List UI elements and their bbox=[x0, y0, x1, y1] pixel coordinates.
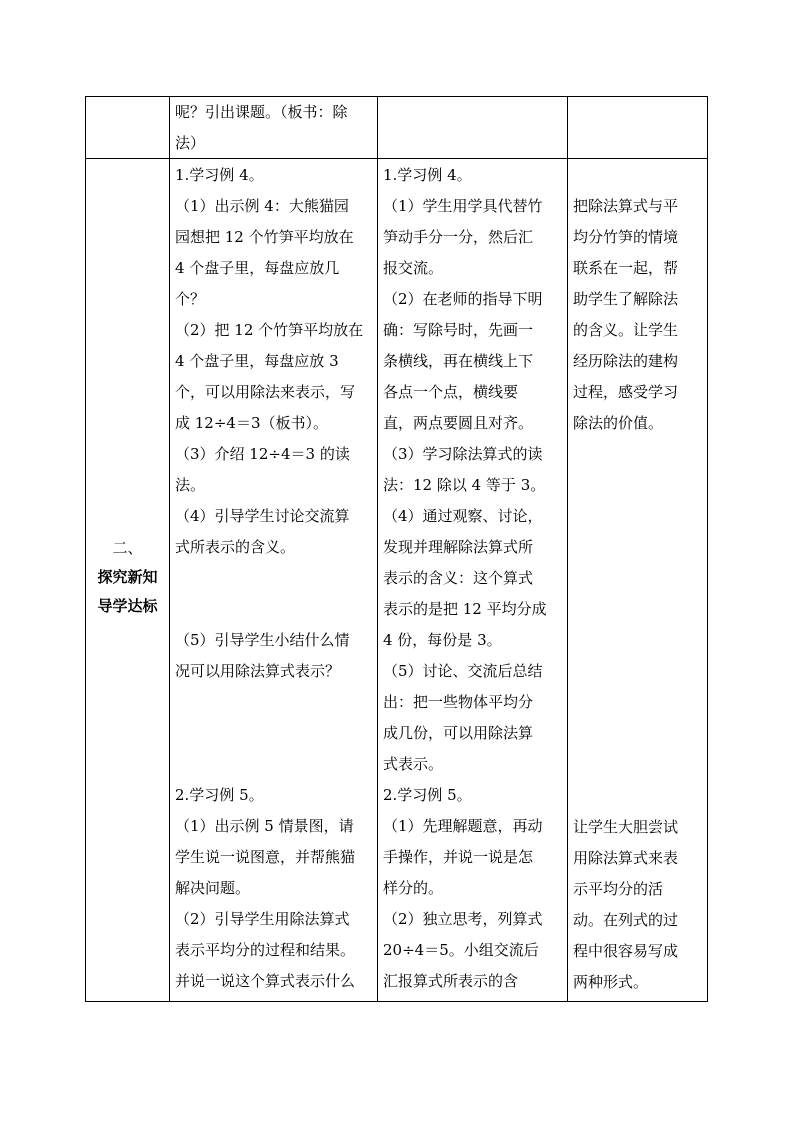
text-line: 表示平均分的过程和结果。 bbox=[175, 941, 356, 959]
text-line: 园想把 12 个竹笋平均放在 bbox=[175, 228, 354, 246]
text-line: 确：写除号时，先画一 bbox=[383, 321, 534, 339]
text-line: （2）把 12 个竹笋平均放在 bbox=[175, 321, 364, 339]
text-line: （2）独立思考，列算式 bbox=[383, 910, 543, 928]
text-line: 成几份，可以用除法算 bbox=[383, 724, 534, 742]
text-line: 学生说一说图意，并帮熊猫 bbox=[175, 848, 356, 866]
text-line: 法：12 除以 4 等于 3。 bbox=[383, 476, 546, 494]
text-line: 直，两点要圆且对齐。 bbox=[383, 414, 534, 432]
text-line: 笋动手分一分，然后汇 bbox=[383, 228, 534, 246]
text-line: 况可以用除法算式表示？ bbox=[175, 662, 341, 680]
text-line: 示平均分的活 bbox=[573, 880, 664, 898]
text-line: 式所表示的含义。 bbox=[175, 538, 296, 556]
top-row-teacher-cell bbox=[175, 97, 377, 159]
table-border-right bbox=[707, 96, 708, 1002]
text-line: 个？ bbox=[175, 290, 206, 308]
text-line: 2.学习例 5。 bbox=[383, 786, 472, 804]
design-intent-cell-2 bbox=[573, 812, 705, 998]
section-number: 二、 bbox=[112, 539, 143, 557]
text-line: 4 个盘子里，每盘应放几 bbox=[175, 259, 340, 277]
text-line: 用除法算式来表 bbox=[573, 849, 679, 867]
lesson-plan-table bbox=[85, 96, 708, 1002]
teacher-activities-cell bbox=[175, 160, 377, 997]
text-line: （4）通过观察、讨论， bbox=[383, 507, 543, 525]
text-line: 联系在一起，帮 bbox=[573, 259, 679, 277]
text-line: 两种形式。 bbox=[573, 973, 649, 991]
text-line: 条横线，再在横线上下 bbox=[383, 352, 534, 370]
text-line: 表示的含义：这个算式 bbox=[383, 569, 534, 587]
text-line: 程中很容易写成 bbox=[573, 942, 679, 960]
text-line: （5）引导学生小结什么情 bbox=[175, 631, 350, 649]
student-activities-cell bbox=[383, 160, 569, 997]
text-line: （1）出示例 5 情景图，请 bbox=[175, 817, 354, 835]
text-line: 均分竹笋的情境 bbox=[573, 228, 679, 246]
section-name-line: 导学达标 bbox=[97, 597, 158, 615]
text-line: 1.学习例 4。 bbox=[383, 166, 472, 184]
text-line: 手操作，并说一说是怎 bbox=[383, 848, 534, 866]
text-line: 表示的是把 12 平均分成 bbox=[383, 600, 547, 618]
text-line: 各点一个点，横线要 bbox=[383, 383, 519, 401]
text-line: 成 12÷4＝3（板书）。 bbox=[175, 414, 329, 432]
text-line: （1）学生用学具代替竹 bbox=[383, 197, 543, 215]
text-line: （4）引导学生讨论交流算 bbox=[175, 507, 350, 525]
text-line: 的含义。让学生 bbox=[573, 321, 679, 339]
text-line: 1.学习例 4。 bbox=[175, 166, 264, 184]
text-line: 经历除法的建构 bbox=[573, 352, 679, 370]
text-line: 法。 bbox=[175, 476, 206, 494]
section-label bbox=[85, 534, 170, 621]
text-line: 动。在列式的过 bbox=[573, 911, 679, 929]
text-line: 报交流。 bbox=[383, 259, 444, 277]
text-line: （2）在老师的指导下明 bbox=[383, 290, 543, 308]
text-line: 把除法算式与平 bbox=[573, 197, 679, 215]
text-line: 20÷4＝5。小组交流后 bbox=[383, 941, 539, 959]
text-line: （1）先理解题意，再动 bbox=[383, 817, 543, 835]
text-line: （1）出示例 4：大熊猫园 bbox=[175, 197, 349, 215]
text-line: （3）介绍 12÷4＝3 的读 bbox=[175, 445, 350, 463]
text-line: 呢？引出课题。（板书：除 bbox=[175, 103, 348, 121]
text-line: 汇报算式所表示的含 bbox=[383, 972, 519, 990]
text-line: 助学生了解除法 bbox=[573, 290, 679, 308]
text-line: 发现并理解除法算式所 bbox=[383, 538, 534, 556]
section-name-line: 探究新知 bbox=[97, 568, 158, 586]
text-line: 解决问题。 bbox=[175, 879, 251, 897]
text-line: 并说一说这个算式表示什么 bbox=[175, 972, 356, 990]
text-line: （2）引导学生用除法算式 bbox=[175, 910, 350, 928]
text-line: 2.学习例 5。 bbox=[175, 786, 264, 804]
text-line: 4 个盘子里，每盘应放 3 bbox=[175, 352, 339, 370]
text-line: 式表示。 bbox=[383, 755, 444, 773]
text-line: 个，可以用除法来表示，写 bbox=[175, 383, 356, 401]
text-line: （3）学习除法算式的读 bbox=[383, 445, 543, 463]
text-line: 让学生大胆尝试 bbox=[573, 818, 679, 836]
text-line: 法） bbox=[175, 134, 206, 152]
text-line: 过程，感受学习 bbox=[573, 383, 679, 401]
text-line: 除法的价值。 bbox=[573, 414, 664, 432]
design-intent-cell bbox=[573, 191, 705, 439]
text-line: 出：把一些物体平均分 bbox=[383, 693, 534, 711]
text-line: 样分的。 bbox=[383, 879, 444, 897]
text-line: 4 份，每份是 3。 bbox=[383, 631, 502, 649]
column-divider-2 bbox=[377, 96, 378, 1002]
text-line: （5）讨论、交流后总结 bbox=[383, 662, 543, 680]
table-border-bottom bbox=[85, 1001, 708, 1002]
